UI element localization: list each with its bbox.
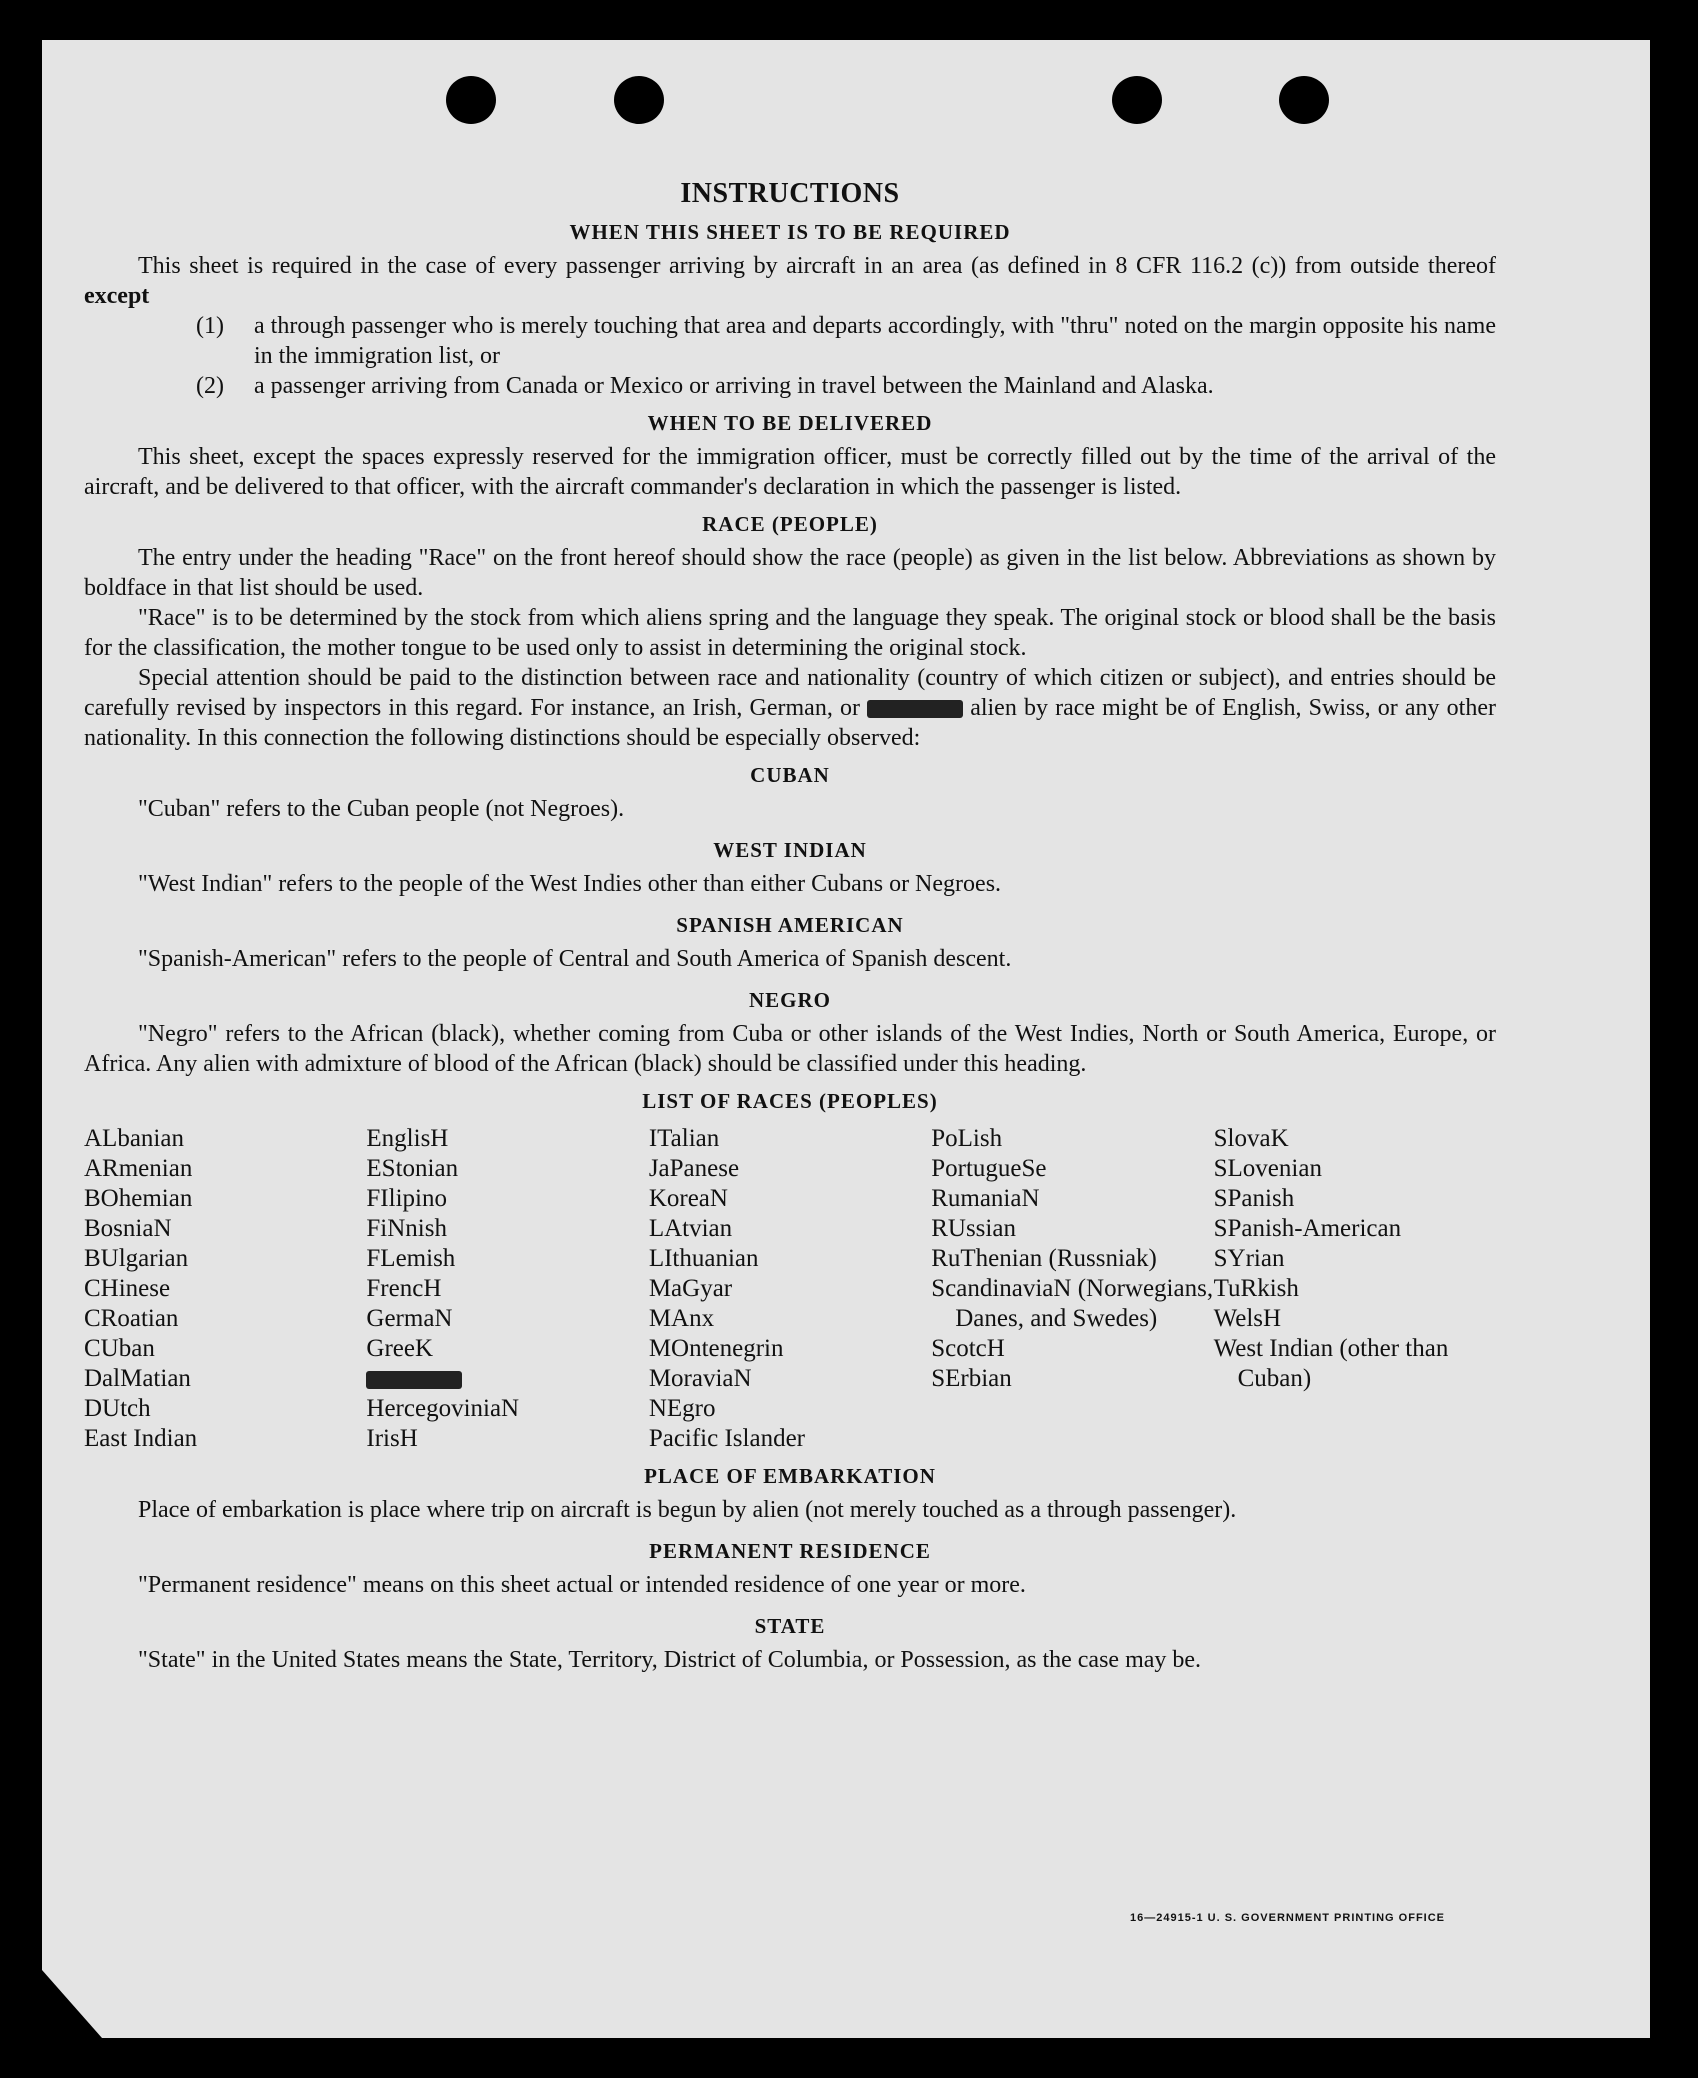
negro-text: "Negro" refers to the African (black), whether coming from Cuba or other islands of the West Indies, North or South America, Europe, or Africa. Any alien with admixture of blood of the African (black) should be classified under this heading. [84,1021,1496,1077]
race-paragraph: "Race" is to be determined by the stock from which aliens spring and the language they speak. The original stock or blood shall be the basis for the classification, the mother tongue to be used only to assist in determining the original stock. [84,605,1496,661]
race-entry: MAnx [648,1305,715,1332]
race-entry: MOntenegrin [648,1335,784,1362]
race-column [366,1124,648,1454]
race-entry: KoreaN [648,1185,728,1212]
race-entry: SlovaK [1213,1125,1289,1152]
race-column [649,1124,931,1454]
race-entry: LAtvian [648,1215,733,1242]
race-entry: RuThenian (Russniak) [931,1245,1157,1272]
race-entry: SLovenian [1213,1155,1322,1182]
race-entry: JaPanese [648,1155,740,1182]
race-entry: East Indian [84,1425,198,1452]
heading-residence: PERMANENT RESIDENCE [649,1539,931,1563]
race-entry: SPanish [1213,1185,1295,1212]
state-text: "State" in the United States means the State, Territory, District of Columbia, or Possession, as the case may be. [138,1647,1202,1673]
race-entry: RumaniaN [931,1185,1040,1212]
race-entry: HercegoviniaN [366,1395,520,1422]
race-entry: BUlgarian [84,1245,189,1272]
race-entry: ScandinaviaN (Norwegians, Danes, and Swedes) [931,1275,1214,1332]
race-list [84,1124,1496,1454]
race-entry: FiNnish [366,1215,447,1242]
redaction-mark [867,700,963,718]
race-entry: SYrian [1213,1245,1285,1272]
punch-hole [446,76,496,124]
race-entry: MaGyar [648,1275,733,1302]
race-entry: EStonian [366,1155,459,1182]
race-entry: NEgro [648,1395,716,1422]
race-entry: FLemish [366,1245,456,1272]
redaction-mark [366,1371,462,1389]
race-entry: GermaN [366,1305,453,1332]
west-indian-text: "West Indian" refers to the people of the West Indies other than either Cubans or Negroes. [138,871,1002,897]
race-entry: ARmenian [84,1155,193,1182]
race-entry: DUtch [84,1395,151,1422]
page-title: INSTRUCTIONS [680,178,900,209]
heading-cuban: CUBAN [750,763,830,787]
race-entry: SErbian [931,1365,1012,1392]
race-entry: DalMatian [84,1365,191,1392]
heading-state: STATE [754,1614,826,1638]
race-entry: IrisH [366,1425,418,1452]
cuban-text: "Cuban" refers to the Cuban people (not Negroes). [138,796,625,822]
heading-required: WHEN THIS SHEET IS TO BE REQUIRED [569,220,1011,244]
race-column [84,1124,366,1454]
punch-hole [614,76,664,124]
race-entry: PortugueSe [931,1155,1047,1182]
race-entry: FIlipino [366,1185,447,1212]
race-column [931,1124,1213,1454]
race-entry: BosniaN [84,1215,172,1242]
required-intro: This sheet is required in the case of every passenger arriving by aircraft in an area (as defined in 8 CFR 116.2 (c)) from outside thereof except [84,253,1496,309]
residence-text: "Permanent residence" means on this sheet actual or intended residence of one year or more. [138,1572,1026,1598]
heading-west-indian: WEST INDIAN [713,838,867,862]
delivered-text: This sheet, except the spaces expressly reserved for the immigration officer, must be correctly filled out by the time of the arrival of the aircraft, and be delivered to that officer, with the aircraft commander's declaration in which the passenger is listed. [84,444,1496,500]
race-entry: EnglisH [366,1125,449,1152]
race-paragraph: Special attention should be paid to the distinction between race and nationality (country of which citizen or subject), and entries should be carefully revised by inspectors in this regard. For instance, an Irish, German, or alien by race might be of English, Swiss, or any other nationality. In this connection the following distinctions should be especially observed: [84,665,1496,751]
race-entry: CHinese [84,1275,171,1302]
race-entry: PoLish [931,1125,1003,1152]
race-entry: MoraviaN [648,1365,752,1392]
required-item: (1) a through passenger who is merely touching that area and departs accordingly, with "thru" noted on the margin opposite his name in the immigration list, or [196,313,1496,369]
race-entry: West Indian (other than Cuban) [1213,1335,1449,1392]
heading-list: LIST OF RACES (PEOPLES) [642,1089,938,1113]
race-entry: WelsH [1213,1305,1282,1332]
race-entry: Pacific Islander [648,1425,805,1452]
race-entry: LIthuanian [648,1245,759,1272]
punch-hole [1112,76,1162,124]
race-entry: CRoatian [84,1305,179,1332]
race-entry: SPanish-American [1213,1215,1402,1242]
heading-race: RACE (PEOPLE) [702,512,878,536]
race-entry: TuRkish [1213,1275,1299,1302]
race-entry: BOhemian [84,1185,193,1212]
punch-hole [1279,76,1329,124]
race-entry: ALbanian [84,1125,184,1152]
spanish-american-text: "Spanish-American" refers to the people of Central and South America of Spanish descent. [138,946,1012,972]
heading-delivered: WHEN TO BE DELIVERED [647,411,933,435]
printer-imprint: 16—24915-1 U. S. GOVERNMENT PRINTING OFFICE [1130,1912,1446,1924]
race-entry: CUban [84,1335,155,1362]
race-entry: ScotcH [931,1335,1005,1362]
required-item: (2) a passenger arriving from Canada or Mexico or arriving in travel between the Mainland and Alaska. [196,373,1214,399]
race-entry: GreeK [366,1335,434,1362]
race-column [1214,1124,1496,1454]
heading-spanish-american: SPANISH AMERICAN [676,913,904,937]
heading-negro: NEGRO [748,988,831,1012]
heading-embarkation: PLACE OF EMBARKATION [644,1464,936,1488]
race-paragraph: The entry under the heading "Race" on the front hereof should show the race (people) as given in the list below. Abbreviations as shown by boldface in that list should be used. [84,545,1496,601]
race-entry-redacted [366,1364,648,1394]
instructions-body [84,172,1496,1675]
race-entry: ITalian [648,1125,720,1152]
race-entry: FrencH [366,1275,442,1302]
embarkation-text: Place of embarkation is place where trip on aircraft is begun by alien (not merely touched as a through passenger). [138,1497,1237,1523]
race-entry: RUssian [931,1215,1016,1242]
